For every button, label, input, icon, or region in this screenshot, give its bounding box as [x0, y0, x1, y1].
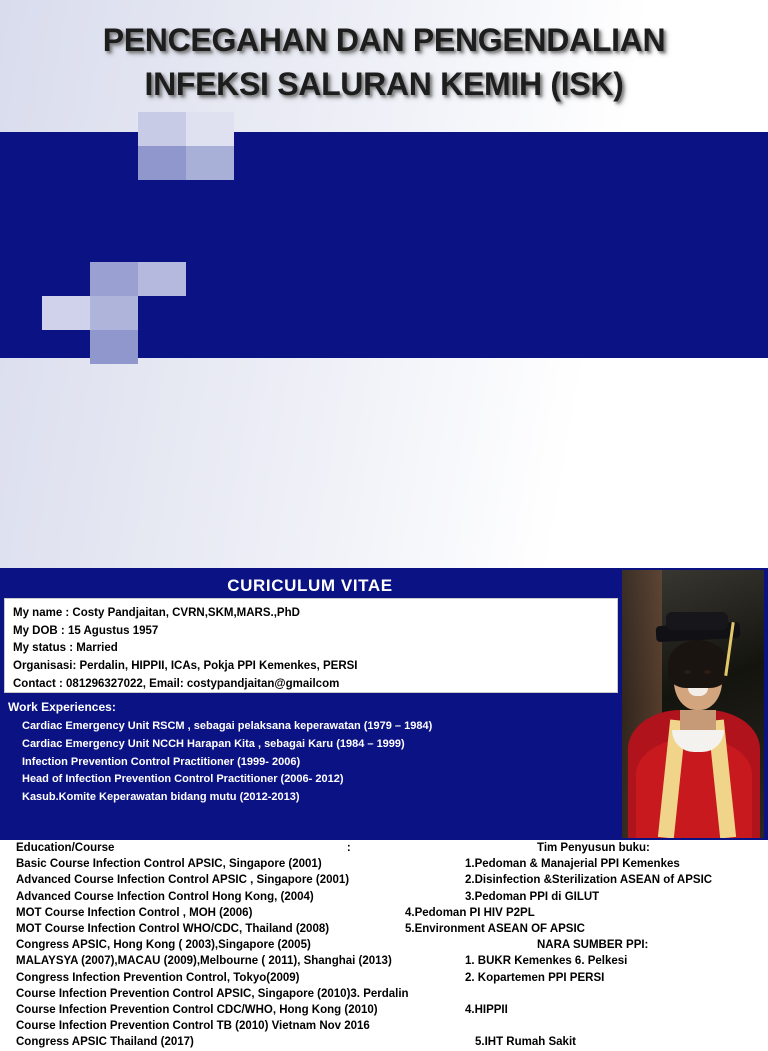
page-title-line-1: PENCEGAHAN DAN PENGENDALIAN [102, 22, 666, 58]
decorative-square [90, 262, 138, 296]
decorative-square [138, 262, 186, 296]
decorative-square [138, 112, 186, 146]
photo-hair [668, 640, 728, 688]
tim-penyusun-item: 3.Pedoman PPI di GILUT [465, 890, 600, 903]
cv-heading: CURICULUM VITAE [227, 576, 393, 595]
narasumber-item: 4.HIPPII [465, 1004, 508, 1017]
decorative-square [186, 112, 234, 146]
narasumber-item: 2. Kopartemen PPI PERSI [465, 971, 605, 984]
cv-identity-line: My DOB : 15 Agustus 1957 [13, 624, 159, 637]
cv-work-item: Infection Prevention Control Practitioner (1999- 2006) [22, 755, 301, 768]
photo-cap-top [666, 612, 728, 630]
tim-penyusun-item: 2.Disinfection &Sterilization ASEAN of APSIC [465, 874, 713, 887]
decorative-square [186, 146, 234, 180]
cv-slide [0, 568, 768, 1049]
education-heading-label: Education/Course [16, 842, 115, 854]
cv-work-item: Cardiac Emergency Unit RSCM , sebagai pelaksana keperawatan (1979 – 1984) [22, 720, 433, 732]
cv-work-experience [8, 700, 620, 807]
narasumber-item: 1. BUKR Kemenkes 6. Pelkesi [465, 955, 628, 968]
education-item: Course Infection Prevention Control CDC/WHO, Hong Kong (2010) [16, 1004, 378, 1017]
avatar [622, 570, 764, 838]
photo-eye-right [704, 670, 711, 674]
education-item: Course Infection Prevention Control TB (2010) Vietnam Nov 2016 [16, 1020, 370, 1033]
decorative-square [90, 296, 138, 330]
narasumber-heading: NARA SUMBER PPI: [537, 939, 649, 952]
cv-work-title: Work Experiences: [8, 700, 116, 714]
cv-work-item: Kasub.Komite Keperawatan bidang mutu (2012-2013) [22, 791, 300, 804]
cv-identity-box [4, 598, 618, 693]
cv-identity-line: Organisasi: Perdalin, HIPPII, ICAs, Pokja PPI Kemenkes, PERSI [13, 660, 358, 673]
narasumber-item: 5.IHT Rumah Sakit [475, 1036, 576, 1049]
education-right-column [405, 840, 765, 1051]
education-item: MOT Course Infection Control , MOH (2006) [16, 906, 253, 919]
tim-penyusun-item: 4.Pedoman PI HIV P2PL [405, 906, 535, 919]
tim-penyusun-item: 5.Environment ASEAN OF APSIC [405, 923, 585, 936]
page-title-line-2: INFEKSI SALURAN KEMIH (ISK) [144, 66, 624, 103]
cv-identity-line: My name : Costy Pandjaitan, CVRN,SKM,MARS.,PhD [13, 607, 300, 619]
cv-work-item: Cardiac Emergency Unit NCCH Harapan Kita , sebagai Karu (1984 – 1999) [22, 737, 405, 750]
education-item: Advanced Course Infection Control APSIC , Singapore (2001) [16, 874, 350, 887]
cv-identity-line: My status : Married [13, 642, 118, 655]
education-heading-colon: : [346, 842, 351, 854]
education-item: Congress Infection Prevention Control, Tokyo(2009) [16, 971, 300, 984]
cv-identity-line: Contact : 081296327022, Email: costypandjaitan@gmailcom [13, 677, 340, 690]
education-item: Advanced Course Infection Control Hong Kong, (2004) [16, 890, 314, 903]
decorative-square [138, 146, 186, 180]
cv-work-item: Head of Infection Prevention Control Practitioner (2006- 2012) [22, 773, 344, 786]
tim-penyusun-item: 1.Pedoman & Manajerial PPI Kemenkes [465, 858, 680, 871]
education-item: MALAYSYA (2007),MACAU (2009),Melbourne ( 2011), Shanghai (2013) [16, 955, 392, 968]
photo-eye-left [684, 670, 691, 674]
education-item: Course Infection Prevention Control APSIC, Singapore (2010)3. Perdalin [16, 987, 409, 1000]
page-title [0, 18, 768, 106]
tim-penyusun-heading: Tim Penyusun buku: [537, 842, 650, 854]
education-item: Basic Course Infection Control APSIC, Singapore (2001) [16, 858, 322, 871]
education-item: Congress APSIC, Hong Kong ( 2003),Singapore (2005) [16, 939, 311, 952]
education-item: Congress APSIC Thailand (2017) [16, 1036, 194, 1049]
decorative-square [42, 296, 90, 330]
education-item: MOT Course Infection Control WHO/CDC, Thailand (2008) [16, 923, 330, 936]
education-section [0, 840, 768, 1049]
decorative-square [90, 330, 138, 364]
